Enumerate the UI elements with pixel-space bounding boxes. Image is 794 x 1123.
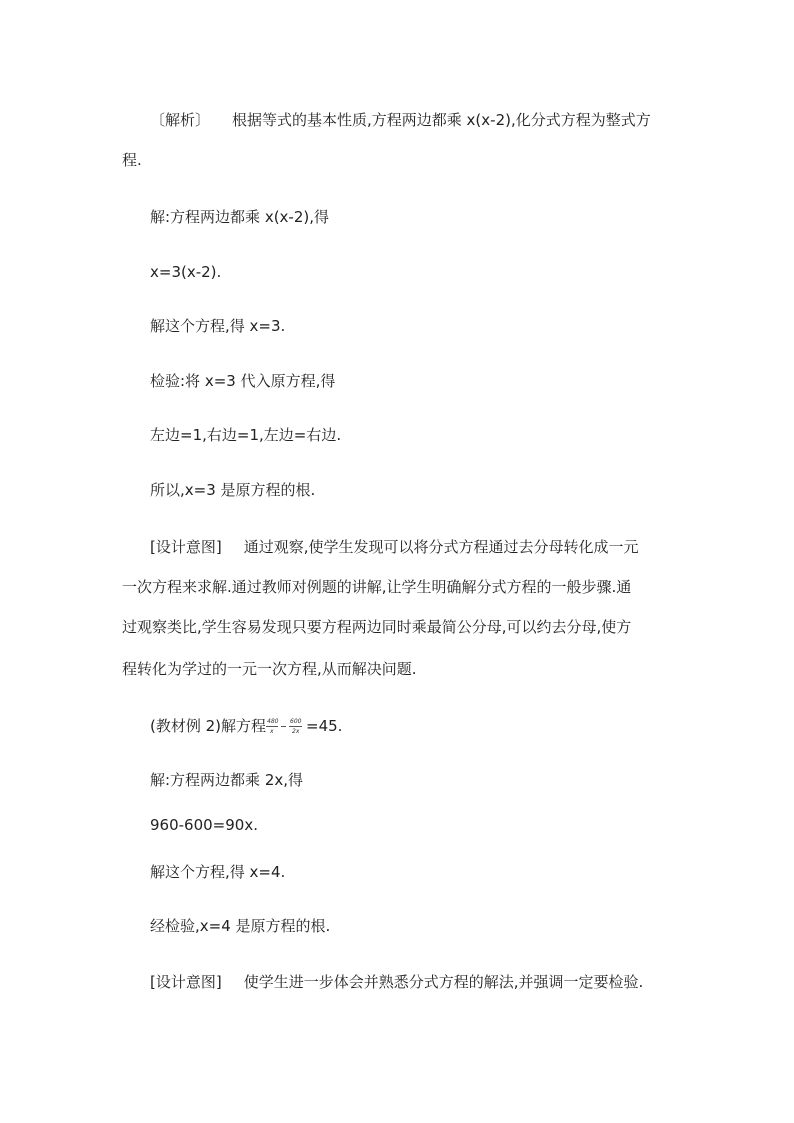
analysis-line-2: 程. xyxy=(122,151,142,169)
frac2-bar xyxy=(289,726,302,727)
design1-line-1 xyxy=(150,537,639,557)
analysis-text-1: 根据等式的基本性质,方程两边都乘 x(x-2),化分式方程为整式方 xyxy=(232,111,651,129)
design1-line-2: 一次方程来求解.通过教师对例题的讲解,让学生明确解分式方程的一般步骤.通 xyxy=(122,578,632,596)
design1-line-3: 过观察类比,学生容易发现只要方程两边同时乘最简公分母,可以约去分母,使方 xyxy=(122,618,632,636)
frac2-denominator: 2x xyxy=(292,727,300,735)
example2-fraction-expression xyxy=(266,717,330,737)
design2-tag: [设计意图] xyxy=(150,973,222,991)
frac1-numerator: 480 xyxy=(267,717,279,725)
example2-line xyxy=(150,716,342,737)
analysis-tag: 〔解析〕 xyxy=(150,111,211,129)
solution1-step6: 所以,x=3 是原方程的根. xyxy=(150,481,316,499)
solution2-step2: 960-600=90x. xyxy=(150,816,258,834)
solution2-step1: 解:方程两边都乘 2x,得 xyxy=(150,771,304,789)
analysis-line-1 xyxy=(150,110,651,130)
solution1-step4: 检验:将 x=3 代入原方程,得 xyxy=(150,372,336,390)
frac1-denominator: x xyxy=(270,727,274,735)
design2-line-1 xyxy=(150,972,643,992)
frac1-bar xyxy=(266,726,278,727)
solution2-step3: 解这个方程,得 x=4. xyxy=(150,863,286,881)
solution1-step1: 解:方程两边都乘 x(x-2),得 xyxy=(150,208,330,226)
design1-line-4: 程转化为学过的一元一次方程,从而解决问题. xyxy=(122,660,417,678)
solution1-step3: 解这个方程,得 x=3. xyxy=(150,317,286,335)
solution1-step2: x=3(x-2). xyxy=(150,263,222,281)
frac2-numerator: 600 xyxy=(290,717,302,725)
design1-tag: [设计意图] xyxy=(150,538,222,556)
design2-text-1: 使学生进一步体会并熟悉分式方程的解法,并强调一定要检验. xyxy=(243,973,644,991)
solution2-step4: 经检验,x=4 是原方程的根. xyxy=(150,917,331,935)
example2-suffix: =45. xyxy=(306,717,343,735)
minus-sign xyxy=(281,726,286,727)
example2-prefix: (教材例 2)解方程 xyxy=(150,717,267,735)
design1-text-1: 通过观察,使学生发现可以将分式方程通过去分母转化成一元 xyxy=(243,538,639,556)
solution1-step5: 左边=1,右边=1,左边=右边. xyxy=(150,426,342,444)
